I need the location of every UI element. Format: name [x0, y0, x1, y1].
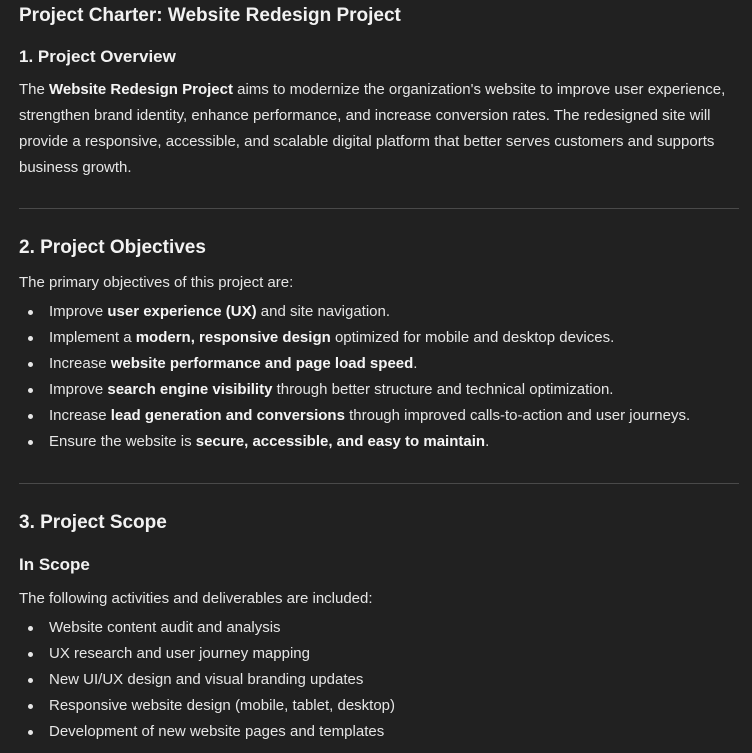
objective-text-pre: Ensure the website is — [49, 433, 196, 450]
objective-list-item — [19, 377, 731, 403]
overview-intro-bold: Website Redesign Project — [49, 81, 233, 98]
objective-text-bold: search engine visibility — [107, 381, 273, 398]
bullet-icon — [28, 362, 33, 367]
objective-list-item — [19, 351, 731, 377]
bullet-icon — [28, 730, 33, 735]
bullet-icon — [28, 678, 33, 683]
scope-list-item — [19, 693, 731, 719]
section-divider — [19, 483, 739, 484]
scope-list — [19, 615, 731, 745]
objective-text-pre: Increase — [49, 355, 111, 372]
subheading-in-scope: In Scope — [19, 555, 90, 574]
bullet-icon — [28, 336, 33, 341]
bullet-icon — [28, 440, 33, 445]
objective-text-bold: modern, responsive design — [135, 329, 331, 346]
section-divider — [19, 208, 739, 209]
overview-intro-post: aims to modernize the organization's website to improve user experience, strengthen brand identity, enhance performance, and increase conversion rates. The redesigned site will provide a responsive, accessible, and scalable digital platform that better serves customers and supports business growth. — [19, 81, 726, 176]
scope-intro: The following activities and deliverables are included: — [19, 590, 373, 607]
objective-list-item — [19, 429, 731, 455]
objective-text-pre: Improve — [49, 303, 108, 320]
objective-text-bold: user experience (UX) — [107, 303, 257, 320]
bullet-icon — [28, 704, 33, 709]
objectives-list — [19, 299, 731, 455]
objective-text-bold: website performance and page load speed — [110, 355, 414, 372]
scope-list-item — [19, 615, 731, 641]
bullet-icon — [28, 310, 33, 315]
scope-list-item — [19, 667, 731, 693]
objective-text-post: through improved calls-to-action and user journeys. — [344, 407, 691, 424]
objective-text-pre: Increase — [49, 407, 111, 424]
objective-list-item — [19, 299, 731, 325]
objective-text-post: . — [485, 433, 490, 450]
objective-text-bold: secure, accessible, and easy to maintain — [195, 433, 486, 450]
scope-item-text: Responsive website design (mobile, tablet, desktop) — [49, 697, 396, 714]
objective-text-pre: Improve — [49, 381, 108, 398]
objective-text-bold: lead generation and conversions — [110, 407, 345, 424]
section-heading-objectives: 2. Project Objectives — [19, 237, 206, 258]
overview-intro-pre: The — [19, 81, 50, 98]
objectives-intro: The primary objectives of this project are: — [19, 274, 294, 291]
scope-item-text: Website content audit and analysis — [49, 619, 281, 636]
bullet-icon — [28, 652, 33, 657]
scope-list-item — [19, 641, 731, 667]
bullet-icon — [28, 414, 33, 419]
objective-list-item — [19, 403, 731, 429]
objective-text-post: . — [413, 355, 418, 372]
section-heading-overview: 1. Project Overview — [19, 47, 176, 66]
bullet-icon — [28, 626, 33, 631]
scope-list-item — [19, 719, 731, 745]
bullet-icon — [28, 388, 33, 393]
objective-list-item — [19, 325, 731, 351]
section-heading-scope: 3. Project Scope — [19, 512, 167, 533]
objective-text-post: through better structure and technical optimization. — [272, 381, 614, 398]
scope-item-text: Development of new website pages and templates — [49, 723, 385, 740]
objective-text-post: and site navigation. — [256, 303, 391, 320]
document-title: Project Charter: Website Redesign Project — [19, 5, 401, 26]
objective-text-post: optimized for mobile and desktop devices. — [330, 329, 615, 346]
overview-paragraph — [19, 77, 731, 181]
objective-text-pre: Implement a — [49, 329, 136, 346]
scope-item-text: New UI/UX design and visual branding updates — [49, 671, 364, 688]
scope-item-text: UX research and user journey mapping — [49, 645, 310, 662]
